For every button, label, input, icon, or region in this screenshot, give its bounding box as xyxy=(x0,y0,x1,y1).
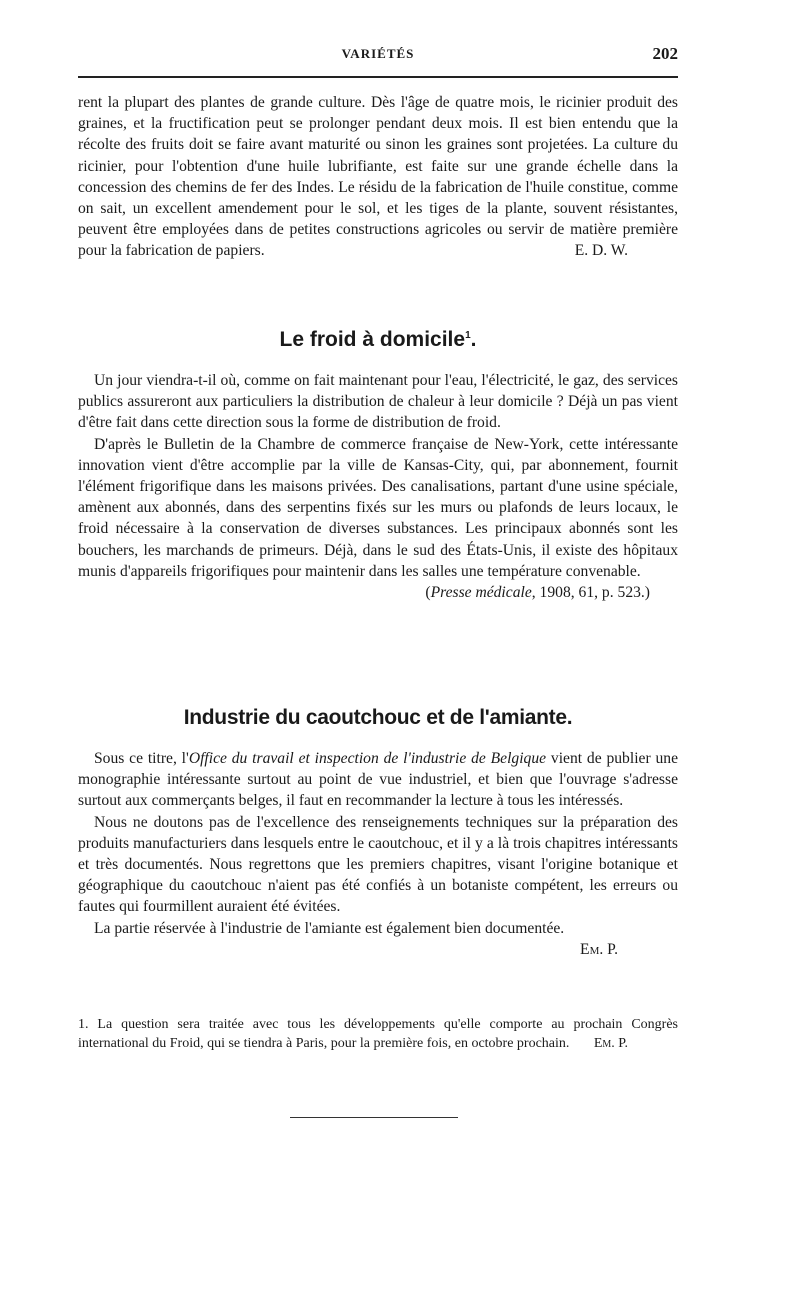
section3-signature: Em. P. xyxy=(580,940,618,958)
header-rule xyxy=(78,76,678,78)
citation-details: , 1908, 61, p. 523.) xyxy=(531,584,650,602)
froid-paragraph-2: D'après le Bulletin de la Chambre de commerce française de New-York, cette intéressante innovation vient d'être accomplie par la ville de Kansas-City, qui, par abonnement, fournit l'élément frigorifique dans les maisons privées. Des canalisations, partant d'une usine spéciale, amènent aux abonnés, dans des serpentins fixés sur les murs ou plafonds de leurs locaux, le froid nécessaire à la conservation de diverses substances. Les principaux abonnés sont les bouchers, les marchands de primeurs. Déjà, dans le sud des États-Unis, il existe des hôpitaux munis d'appareils frigorifiques pour maintenir dans les salles une température convenable. xyxy=(78,435,678,580)
section-froid xyxy=(78,328,678,352)
footnote xyxy=(78,1016,678,1053)
footnote-marker: 1 xyxy=(465,330,471,341)
froid-citation: (Presse médicale, 1908, 61, p. 523.) xyxy=(425,584,650,602)
footnote-text: 1. La question sera traitée avec tous les développements qu'elle comporte au prochain Congrès international du Froid, qui se tiendra à Paris, pour la première fois, en octobre prochain. Em. P. xyxy=(78,1016,678,1053)
section1-signature: E. D. W. xyxy=(574,242,628,260)
section-continuation xyxy=(78,92,678,262)
caoutchouc-paragraph-1: Sous ce titre, l'Office du travail et inspection de l'industrie de Belgique vient de publier une monographie intéressante surtout au point de vue industriel, et bien que l'ouvrage s'adresse surtout aux commerçants belges, il faut en recommander la lecture à tous les intéressés. xyxy=(78,750,678,810)
caoutchouc-paragraph-3: La partie réservée à l'industrie de l'amiante est également bien documentée. xyxy=(94,919,565,937)
caoutchouc-paragraph-2: Nous ne doutons pas de l'excellence des renseignements techniques sur la préparation des produits manufacturiers dans lesquels entre le caoutchouc, et il y a là trois chapitres intéressants et très documentés. Nous regrettons que les premiers chapitres, visant l'origine botanique et géographique du caoutchouc n'aient pas été confiés à un botaniste compétent, les erreurs ou fautes qui fourmillent auraient été évitées. xyxy=(78,813,678,916)
section-froid-body xyxy=(78,370,678,603)
section-caoutchouc xyxy=(78,706,678,730)
citation-source: Presse médicale xyxy=(430,584,532,602)
section-caoutchouc-body xyxy=(78,748,678,960)
footnote-signature: Em. P. xyxy=(593,1035,628,1051)
continuation-paragraph: rent la plupart des plantes de grande culture. Dès l'âge de quatre mois, le ricinier produit des graines, et la fructification peut se prolonger pendant deux mois. Il est bien entendu que la récolte des fruits doit se faire avant maturité ou sinon les graines sont projetées. La culture du ricinier, pour l'obtention d'une huile lubrifiante, est faite sur une grande échelle dans la concession des chemins de fer des Indes. Le résidu de la fabrication de l'huile constitue, comme on sait, un excellent amendement pour le sol, et les tiges de la plante, souvent résistantes, peuvent être employées dans de petites constructions agricoles ou servir de matière première pour la fabrication de papiers. xyxy=(78,94,678,260)
section-caoutchouc-title: Industrie du caoutchouc et de l'amiante. xyxy=(183,706,573,729)
running-title: VARIÉTÉS xyxy=(341,46,415,61)
froid-paragraph-1: Un jour viendra-t-il où, comme on fait maintenant pour l'eau, l'électricité, le gaz, des services publics assureront aux particuliers la distribution de chaleur à leur domicile ? Déjà un pas vient d'être fait dans cette direction sous la forme de distribution de froid. xyxy=(78,372,678,432)
office-name: Office du travail et inspection de l'industrie de Belgique xyxy=(188,750,547,767)
running-header xyxy=(78,44,678,66)
page-number: 202 xyxy=(652,44,678,63)
end-rule xyxy=(290,1117,458,1118)
title-text: Le froid à domicile xyxy=(279,328,466,351)
section-froid-title: Le froid à domicile$^1$. xyxy=(279,328,477,351)
